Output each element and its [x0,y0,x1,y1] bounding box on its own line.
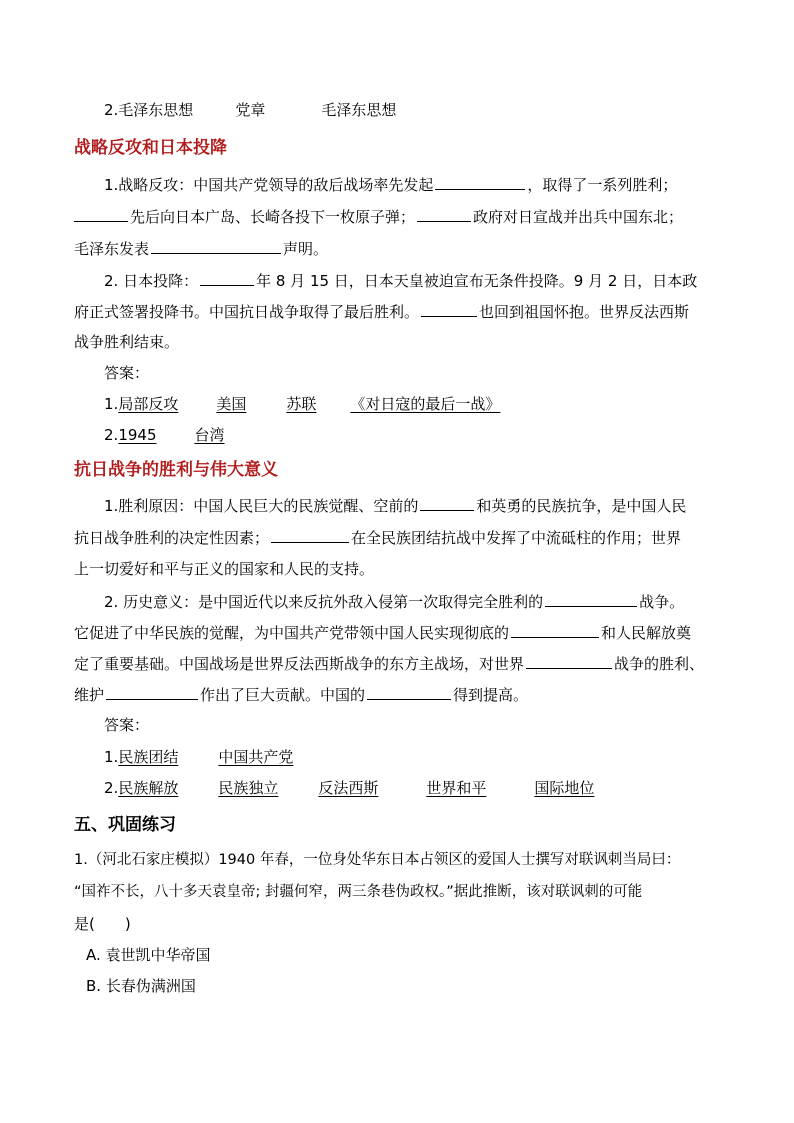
text: 它促进了中华民族的觉醒，为中国共产党带领中国人民实现彻底的 [74,624,510,642]
answer-item: 1945 [118,426,157,444]
text: 和人民解放奠 [601,624,692,642]
paragraph-line [104,269,794,292]
answer-line-mao-thought [104,99,794,121]
text: 2. 日本投降： [104,272,199,290]
text: 也回到祖国怀抱。世界反法西斯 [479,303,690,321]
text: 府正式签署投降书。中国抗日战争取得了最后胜利。 [74,303,420,321]
option-b[interactable]: B. 长春伪满洲国 [86,977,196,995]
answer-item: 台湾 [194,426,225,444]
paragraph-line [74,652,794,675]
text: 政府对日宣战并出兵中国东北； [473,208,684,226]
answer-number: 2. [104,779,119,797]
text: 声明。 [283,240,329,258]
answer-item: 国际地位 [534,779,595,797]
text: 得到提高。 [453,686,529,704]
answer-item: 民族解放 [118,779,179,797]
question-line: “国祚不长，八十多天袁皇帝; 封疆何窄，两三条巷伪政权。”据此推断，该对联讽刺的可能 [74,884,643,900]
answer-number: 1. [104,748,119,766]
answer-number: 1. [104,395,119,413]
text: 和英勇的民族抗争，是中国人民 [476,497,687,515]
text: 先后向日本广岛、长崎各投下一枚原子弹； [130,208,416,226]
text: 战争。 [639,593,685,611]
answer-label: 答案： [104,716,150,734]
fill-blank[interactable] [367,683,451,700]
text: 战争的胜利、 [614,655,705,673]
paragraph-line [74,237,794,260]
text: 毛泽东发表 [74,240,150,258]
text: 作出了巨大贡献。中国的 [200,686,366,704]
answer-item: 反法西斯 [318,779,379,797]
answer-item: 民族团结 [118,748,179,766]
fill-blank[interactable] [106,683,198,700]
answer-item: 民族独立 [218,779,279,797]
section-heading-counteroffensive: 战略反攻和日本投降 [74,138,227,158]
answer-item: 局部反攻 [118,395,179,413]
paragraph-line [74,205,794,228]
text: 年 8 月 15 日，日本天皇被迫宣布无条件投降。9 月 2 日，日本政 [256,272,698,290]
fill-blank[interactable] [420,494,474,511]
question-line: 是( ) [74,915,131,933]
paragraph-line [104,173,794,196]
answer-item-2: 2.毛泽东思想 [104,101,194,119]
text: 在全民族团结抗战中发挥了中流砥柱的作用；世界 [351,529,682,547]
answer-line-2 [104,777,794,799]
paragraph-line [74,683,794,706]
paragraph-line [74,621,794,644]
answer-number: 2. [104,426,119,444]
fill-blank[interactable] [435,173,525,190]
fill-blank[interactable] [151,237,281,254]
paragraph-line [104,494,794,517]
answer-item: 美国 [216,395,247,413]
text: 1.战略反攻：中国共产党领导的敌后战场率先发起 [104,176,434,194]
answer-item: 《对日寇的最后一战》 [350,395,501,413]
answer-item: 中国共产党 [218,748,294,766]
fill-blank[interactable] [545,590,637,607]
fill-blank[interactable] [417,205,471,222]
fill-blank[interactable] [200,269,254,286]
text: 维护 [74,686,105,704]
answer-line-1 [104,746,794,768]
paragraph-line [74,300,794,323]
answer-item: 世界和平 [426,779,487,797]
text: 定了重要基础。中国战场是世界反法西斯战争的东方主战场，对世界 [74,655,525,673]
text: 1.胜利原因：中国人民巨大的民族觉醒、空前的 [104,497,419,515]
fill-blank[interactable] [421,300,477,317]
paragraph-line: 战争胜利结束。 [74,333,180,351]
question-line: 1.（河北石家庄模拟）1940 年春，一位身处华东日本占领区的爱国人士撰写对联讽刺当局曰： [74,852,681,868]
paragraph-line: 上一切爱好和平与正义的国家和人民的支持。 [74,560,375,578]
paragraph-line [104,590,794,613]
answer-label: 答案： [104,364,150,382]
paragraph-line [74,526,794,549]
fill-blank[interactable] [271,526,349,543]
text: ，取得了一系列胜利； [527,176,678,194]
fill-blank[interactable] [526,652,612,669]
answer-item: 苏联 [286,395,317,413]
section-heading-practice: 五、巩固练习 [74,815,176,835]
fill-blank[interactable] [74,205,128,222]
answer-party-constitution: 党章 [235,101,266,119]
section-heading-victory-significance: 抗日战争的胜利与伟大意义 [74,460,278,480]
answer-mao-thought: 毛泽东思想 [321,101,397,119]
answer-line-2 [104,424,794,446]
fill-blank[interactable] [511,621,599,638]
text: 抗日战争胜利的决定性因素； [74,529,270,547]
option-a[interactable]: A. 袁世凯中华帝国 [86,946,211,964]
answer-line-1 [104,393,794,415]
text: 2. 历史意义：是中国近代以来反抗外敌入侵第一次取得完全胜利的 [104,593,544,611]
